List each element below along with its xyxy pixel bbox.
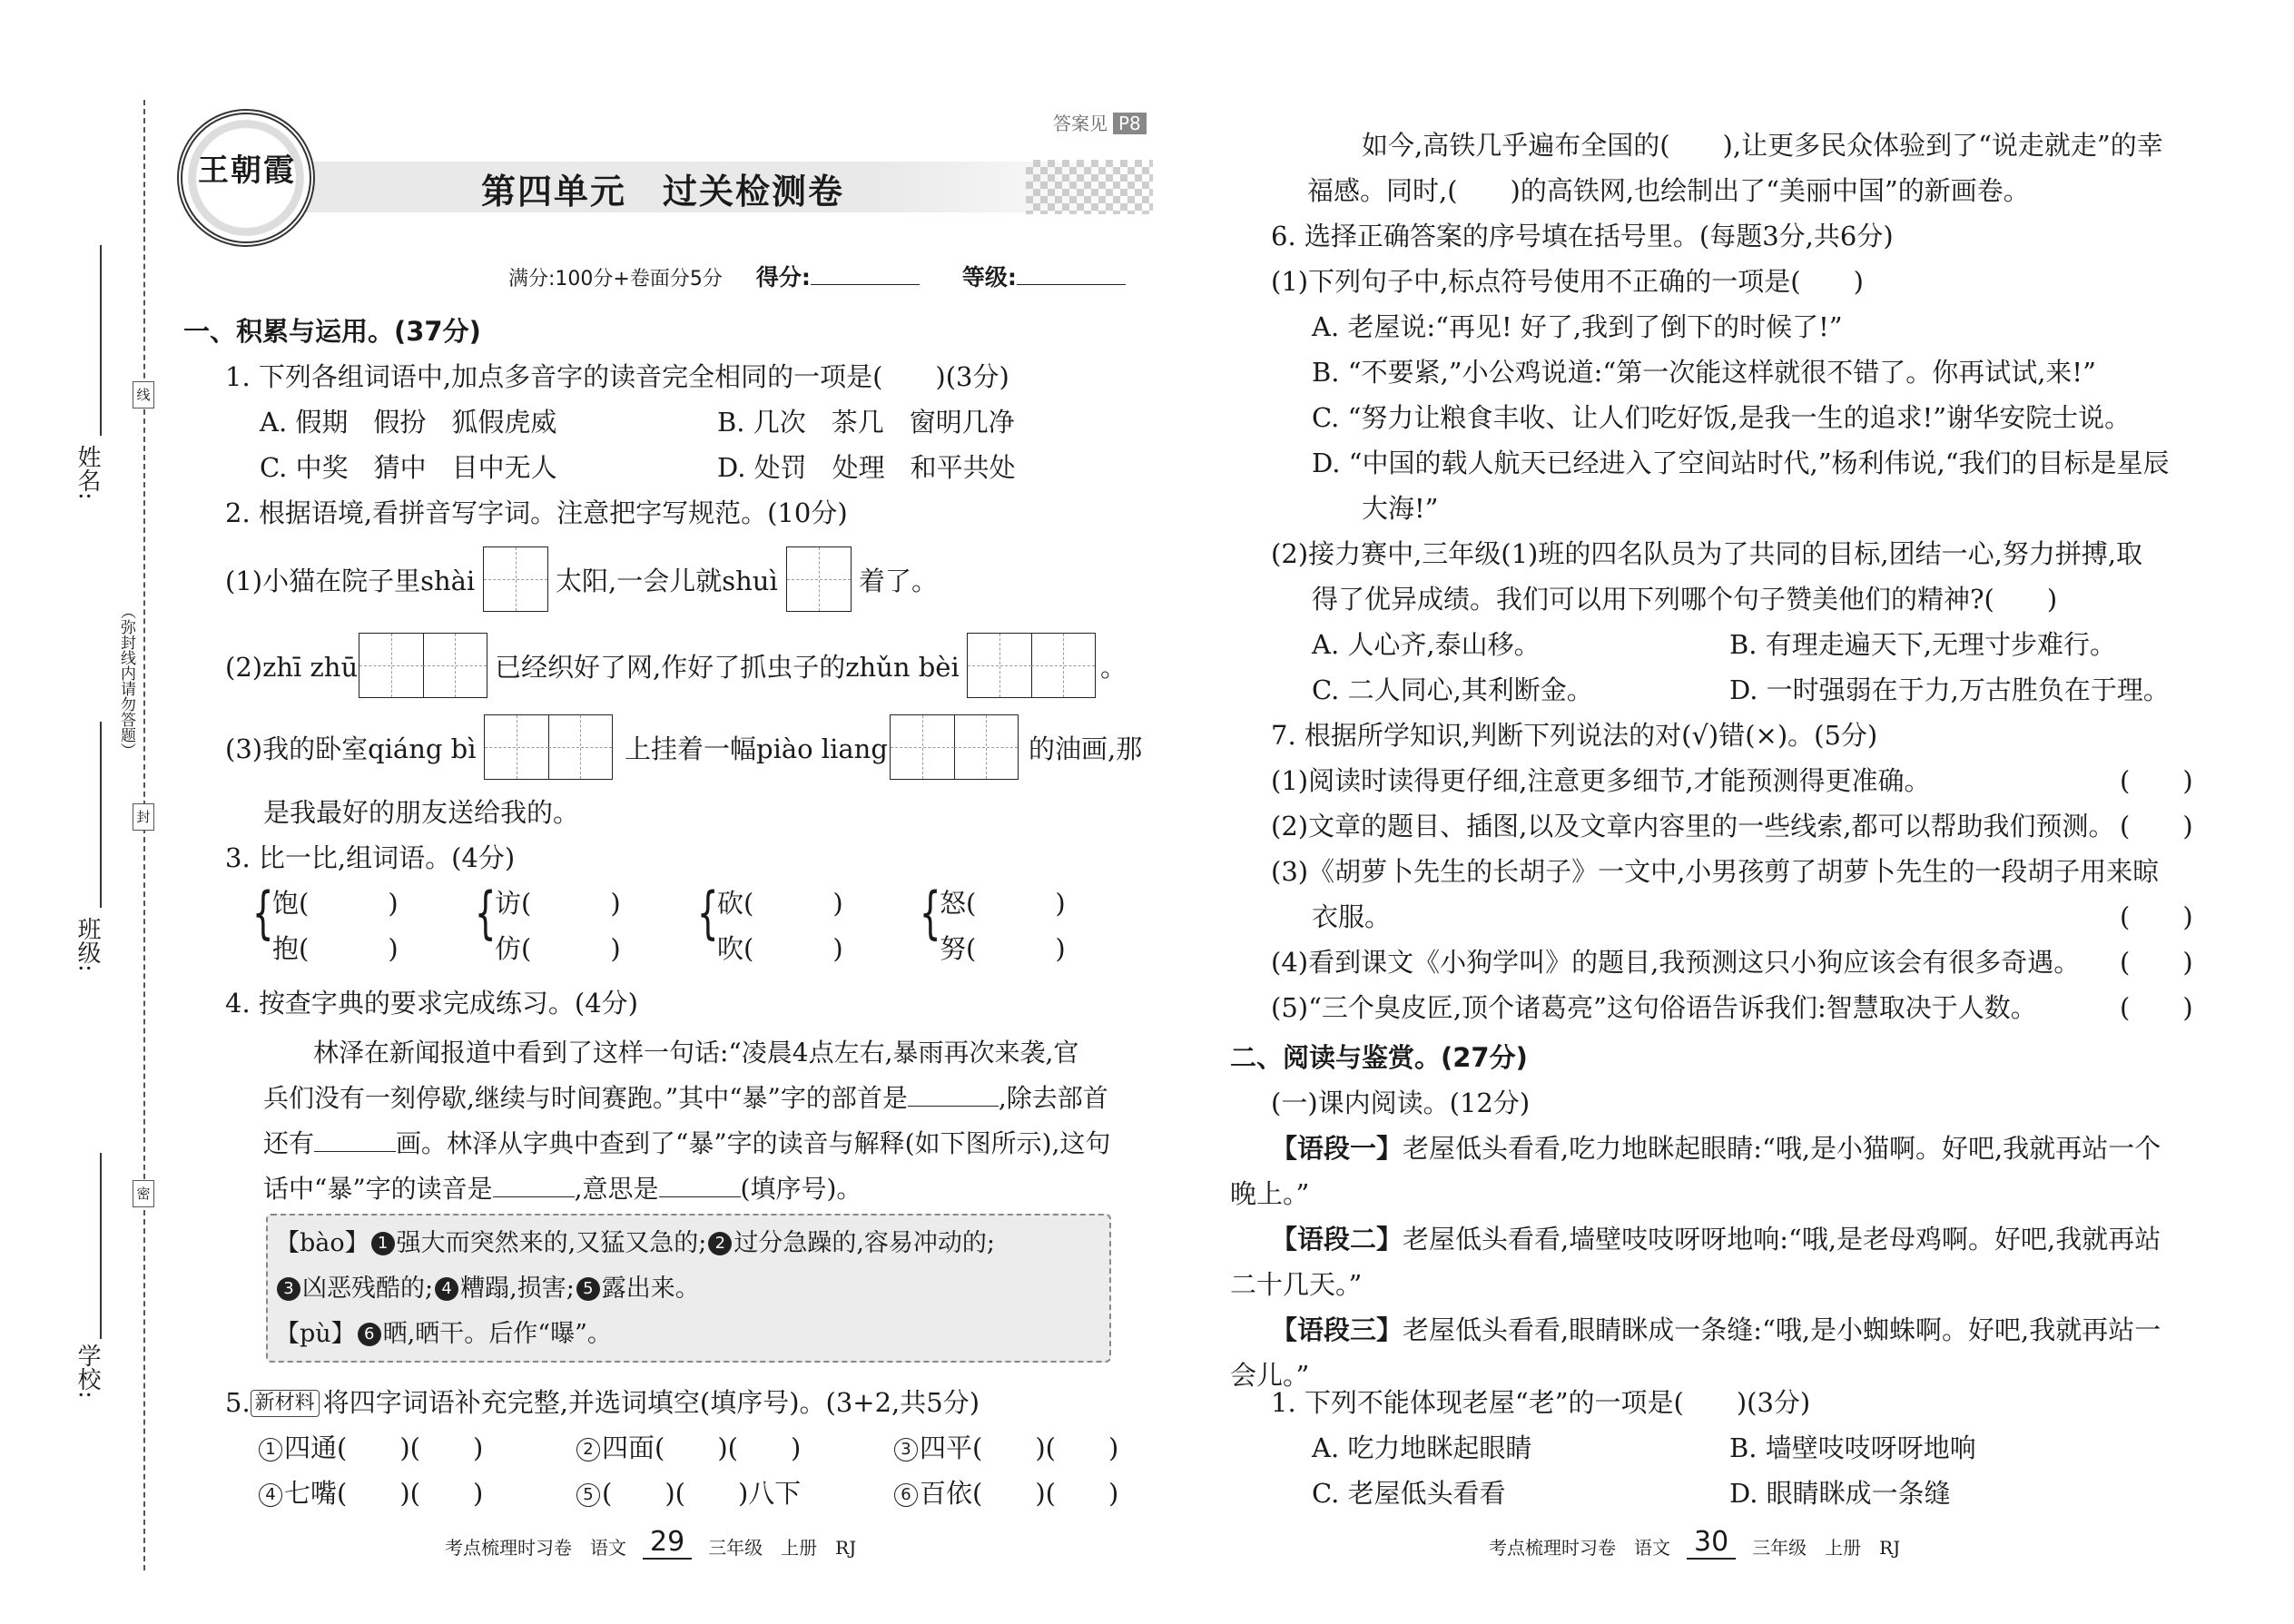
dict-line-2: 3 凶恶残酷的; 4 糟蹋,损害; 5 露出来。 [275,1271,700,1307]
q5-item-6: 6 百依( )( ) [894,1475,1118,1511]
q2-2-text-c: 。 [1100,652,1127,683]
q3-stem: 3. 比一比,组词语。(4分) [225,842,516,873]
q7-item-5-paren[interactable]: ( ) [2120,992,2193,1023]
q3-brace-3: { [696,880,719,946]
q2-3-grid-1[interactable] [484,714,613,780]
q4-para-1: 林泽在新闻报道中看到了这样一句话:“凌晨4点左右,暴雨再次来袭,官 [313,1038,1079,1068]
q7-item-2-paren[interactable]: ( ) [2120,811,2193,842]
page-title: 第四单元 过关检测卷 [481,172,845,212]
q7-item-4: (4)看到课文《小狗学叫》的题目,我预测这只小狗应该会有很多奇遇。 [1271,947,2081,978]
answer-page-badge: P8 [1113,113,1147,134]
seal-mark-mi: 密 [133,1180,154,1207]
q2-3-text-c: 的油画,那 [1029,733,1143,764]
left-page-number: 29 [643,1526,692,1560]
reading-q1-stem: 1. 下列不能体现老屋“老”的一项是( )(3分) [1271,1387,1811,1418]
q6-stem: 6. 选择正确答案的序号填在括号里。(每题3分,共6分) [1271,221,1894,251]
q2-stem: 2. 根据语境,看拼音写字词。注意把字写规范。(10分) [225,497,848,528]
q2-3-grid-2[interactable] [890,714,1019,780]
q4-para-4: 话中“暴”字的读音是 ,意思是 (填序号)。 [263,1174,862,1204]
reading-q1-option-a: A. 吃力地眯起眼睛 [1312,1432,1532,1463]
q6-1-option-a: A. 老屋说:“再见! 好了,我到了倒下的时候了!” [1312,311,1843,342]
dict-line-1: 【bào】 1 强大而突然来的,又猛又急的; 2 过分急躁的,容易冲动的; [275,1229,996,1257]
class-label: 班级: [74,917,101,972]
q2-1-grid-2[interactable] [786,546,852,612]
q6-1-stem: (1)下列句子中,标点符号使用不正确的一项是( ) [1271,266,1864,297]
q2-2-text-a: (2)zhī zhū [225,652,359,683]
q2-3-text-d: 是我最好的朋友送给我的。 [263,797,580,828]
q4-para-2: 兵们没有一刻停歇,继续与时间赛跑。”其中“暴”字的部首是 ,除去部首 [263,1083,1108,1113]
school-label: 学校: [74,1343,101,1399]
q2-3-text-a: (3)我的卧室qiáng bì [225,733,477,764]
q3-pair-1-bottom: 抱( ) [272,933,399,964]
q6-2-option-d: D. 一时强弱在于力,万古胜负在于理。 [1729,674,2170,705]
school-line [100,1153,102,1339]
q5-item-5: 5 ( )( )八下 [576,1475,801,1511]
q4-stem: 4. 按查字典的要求完成练习。(4分) [225,988,638,1019]
q3-pair-2-top: 访( ) [495,888,621,919]
passage-1-tag: 【语段一】 [1271,1133,1403,1164]
q3-pair-4-top: 怒( ) [940,888,1066,919]
q5-item-1: 1 四通( )( ) [259,1430,483,1466]
new-material-tag: 新材料 [251,1390,320,1417]
q6-1-option-c: C. “努力让粮食丰收、让人们吃好饭,是我一生的追求!”谢华安院士说。 [1312,402,2132,433]
q3-pair-3-bottom: 吹( ) [717,933,843,964]
name-label: 姓名: [74,445,101,500]
q4-radical-blank[interactable] [908,1106,999,1107]
q5-item-4: 4 七嘴( )( ) [259,1475,483,1511]
q7-item-3-cont: 衣服。 [1312,901,1392,932]
section-2-heading: 二、阅读与鉴赏。(27分) [1230,1042,1528,1073]
q2-1-text-b: 太阳,一会儿就shuì [556,566,778,596]
q1-stem: 1. 下列各组词语中,加点多音字的读音完全相同的一项是( )(3分) [225,361,1009,392]
q7-item-3: (3)《胡萝卜先生的长胡子》一文中,小男孩剪了胡萝卜先生的一段胡子用来晾 [1271,856,2160,887]
q6-1-option-d: D. “中国的载人航天已经进入了空间站时代,”杨利伟说,“我们的目标是星辰 [1312,448,2170,478]
q3-pair-1-top: 饱( ) [272,888,399,919]
binding-dash-line [143,100,145,1570]
q3-brace-2: { [474,880,497,946]
reading-q1-option-b: B. 墙壁吱吱呀呀地响 [1729,1432,1976,1463]
answer-reference: 答案见 P8 [1053,109,1147,135]
subsection-1: (一)课内阅读。(12分) [1271,1088,1531,1118]
seal-note: （弥封线内请勿答题） [117,604,135,758]
q2-2-text-b: 已经织好了网,作好了抓虫子的zhǔn bèi [495,652,960,683]
r-line-2: 福感。同时,( )的高铁网,也绘制出了“美丽中国”的新画卷。 [1307,175,2030,206]
q3-brace-4: { [919,880,941,946]
title-checker-decoration [1026,160,1153,214]
q6-2-stem-cont: 得了优异成绩。我们可以用下列哪个句子赞美他们的精神?( ) [1312,584,2058,615]
q6-1-option-d-cont: 大海!” [1362,493,1439,524]
r-line-1: 如今,高铁几乎遍布全国的( ),让更多民众体验到了“说走就走”的幸 [1362,130,2163,161]
q2-1-text-c: 着了。 [859,566,939,596]
q6-1-option-b: B. “不要紧,”小公鸡说道:“第一次能这样就很不错了。你再试试,来!” [1312,357,2096,388]
passage-3-line-2: 会儿。” [1230,1360,1310,1391]
score-line: 满分:100分+卷面分5分 得分: 等级: [508,260,1126,292]
q5-stem: 5. 新材料 将四字词语补充完整,并选词填空(填序号)。(3+2,共5分) [225,1387,980,1418]
class-line [100,722,102,908]
q6-2-option-c: C. 二人同心,其利断金。 [1312,674,1593,705]
seal-mark-feng: 封 [133,803,154,831]
reading-q1-option-c: C. 老屋低头看看 [1312,1478,1506,1509]
q2-2-grid-2[interactable] [967,633,1096,698]
q4-meaning-blank[interactable] [659,1196,741,1197]
q7-item-1-paren[interactable]: ( ) [2120,765,2193,796]
logo-text: 王朝霞 [198,153,296,189]
passage-1-line-2: 晚上。” [1230,1178,1310,1209]
passage-1-line-1: 【语段一】老屋低头看看,吃力地眯起眼睛:“哦,是小猫啊。好吧,我就再站一个 [1271,1133,2161,1164]
reading-q1-option-d: D. 眼睛眯成一条缝 [1729,1478,1951,1509]
q1-option-c: C. 中奖 猜中 目中无人 [260,452,557,483]
right-footer: 考点梳理时习卷 语文 30 三年级 上册 RJ [1489,1526,1901,1559]
passage-2-line-1: 【语段二】老屋低头看看,墙壁吱吱呀呀地响:“哦,是老母鸡啊。好吧,我就再站 [1271,1224,2161,1255]
name-line [100,245,102,436]
q2-1-grid-1[interactable] [483,546,548,612]
dict-line-3: 【pù】 6 晒,晒干。后作“曝”。 [275,1320,612,1348]
passage-2-tag: 【语段二】 [1271,1224,1403,1255]
left-footer: 考点梳理时习卷 语文 29 三年级 上册 RJ [445,1526,857,1559]
q4-para-3: 还有 画。林泽从字典中查到了“暴”字的读音与解释(如下图所示),这句 [263,1128,1111,1158]
q7-item-2: (2)文章的题目、插图,以及文章内容里的一些线索,都可以帮助我们预测。 [1271,811,2115,842]
passage-3-tag: 【语段三】 [1271,1314,1403,1345]
q5-item-3: 3 四平( )( ) [894,1430,1118,1466]
passage-3-line-1: 【语段三】老屋低头看看,眼睛眯成一条缝:“哦,是小蜘蛛啊。好吧,我就再站一 [1271,1314,2161,1345]
q7-item-5: (5)“三个臭皮匠,顶个诸葛亮”这句俗语告诉我们:智慧取决于人数。 [1271,992,2037,1023]
q3-brace-1: { [251,880,274,946]
q7-item-3-paren[interactable]: ( ) [2120,901,2193,932]
q1-option-b: B. 几次 茶几 窗明几净 [717,407,1015,438]
right-page-number: 30 [1687,1526,1736,1560]
q3-pair-4-bottom: 努( ) [940,933,1066,964]
q6-2-option-b: B. 有理走遍天下,无理寸步难行。 [1729,629,2116,660]
section-1-heading: 一、积累与运用。(37分) [183,316,481,347]
q3-pair-3-top: 砍( ) [717,888,843,919]
q4-pinyin-blank[interactable] [493,1196,575,1197]
q1-option-a: A. 假期 假扮 狐假虎威 [260,407,557,438]
q6-2-stem: (2)接力赛中,三年级(1)班的四名队员为了共同的目标,团结一心,努力拼搏,取 [1271,538,2143,569]
q3-pair-2-bottom: 仿( ) [495,933,621,964]
q2-2-grid-1[interactable] [359,633,487,698]
seal-mark-xian: 线 [133,381,154,408]
passage-2-line-2: 二十几天。” [1230,1269,1363,1300]
q5-item-2: 2 四面( )( ) [576,1430,801,1466]
q7-item-1: (1)阅读时读得更仔细,注意更多细节,才能预测得更准确。 [1271,765,1931,796]
q1-option-d: D. 处罚 处理 和平共处 [717,452,1016,483]
q2-1-text-a: (1)小猫在院子里shài [225,566,476,596]
q2-3-text-b: 上挂着一幅piào liang [625,733,888,764]
q7-item-4-paren[interactable]: ( ) [2120,947,2193,978]
q7-stem: 7. 根据所学知识,判断下列说法的对(√)错(×)。(5分) [1271,720,1878,751]
q4-strokes-blank[interactable] [314,1151,396,1152]
q6-2-option-a: A. 人心齐,泰山移。 [1312,629,1541,660]
